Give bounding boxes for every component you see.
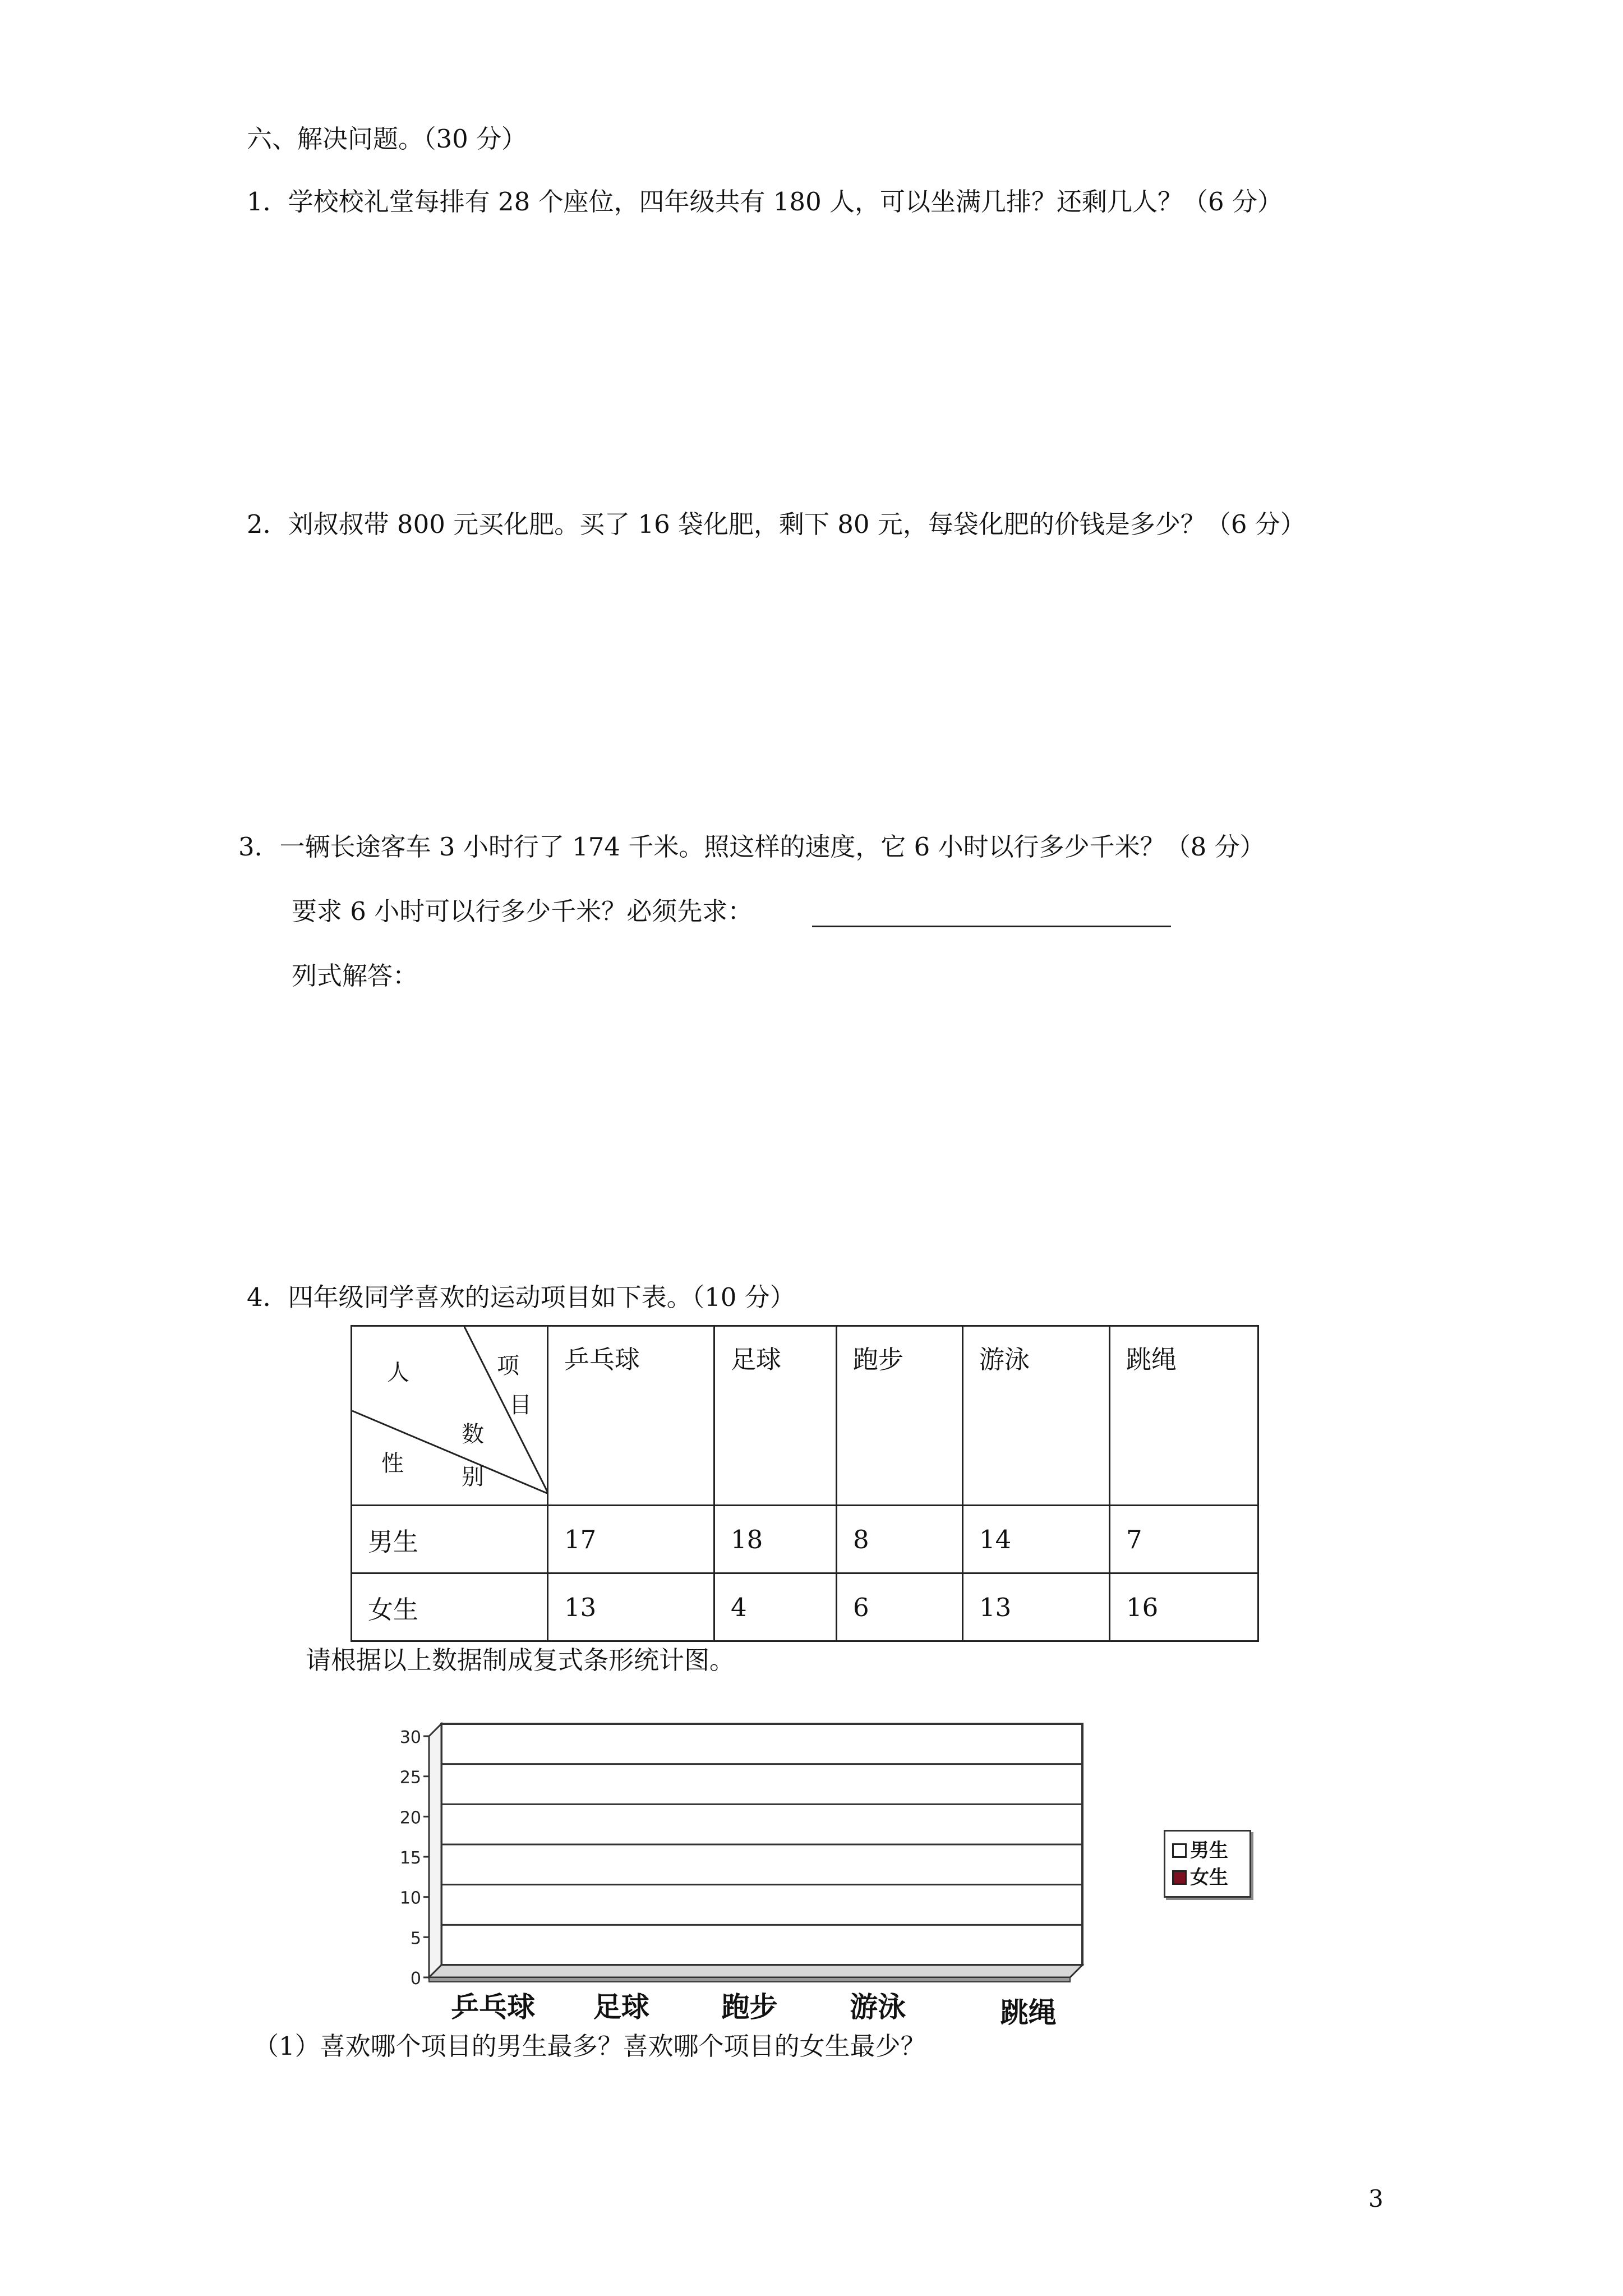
chart-category-labels <box>451 1991 1056 2029</box>
question-1: 1．学校校礼堂每排有 28 个座位，四年级共有 180 人，可以坐满几排？还剩几人？（6 分） <box>247 187 1283 217</box>
table-cell: 13 <box>548 1573 714 1641</box>
chart-category-label: 跳绳 <box>1000 1996 1057 2029</box>
table-cell: 14 <box>963 1506 1110 1573</box>
chart-category-label: 跑步 <box>721 1991 778 2023</box>
chart-y-tick-label: 25 <box>399 1768 421 1788</box>
chart-y-tick-label: 20 <box>399 1808 421 1828</box>
section-title: 六、解决问题。（30 分） <box>247 124 527 154</box>
row-label: 男生 <box>352 1506 548 1573</box>
answer-blank-line[interactable] <box>812 893 1171 927</box>
corner-label-shu: 数 <box>462 1421 484 1447</box>
table-header-corner <box>352 1326 548 1506</box>
chart-legend <box>1164 1830 1251 1898</box>
chart-category-label: 乒乓球 <box>451 1991 536 2023</box>
column-header: 足球 <box>714 1326 837 1506</box>
legend-label-girls: 女生 <box>1190 1866 1228 1889</box>
question-2: 2．刘叔叔带 800 元买化肥。买了 16 袋化肥，剩下 80 元，每袋化肥的价钱是多少？（6 分） <box>247 509 1306 539</box>
row-label: 女生 <box>352 1573 548 1641</box>
chart-category-label: 游泳 <box>850 1991 906 2023</box>
corner-label-xiang: 项 <box>497 1353 519 1379</box>
question-3-sub1: 要求 6 小时可以行多少千米？必须先求： <box>292 896 753 926</box>
column-header: 跑步 <box>837 1326 963 1506</box>
corner-label-bie: 别 <box>462 1464 484 1490</box>
blank-bar-chart <box>348 1705 1133 2031</box>
table-cell: 16 <box>1110 1573 1258 1641</box>
chart-y-tick-label: 10 <box>399 1888 421 1908</box>
chart-y-tick-labels <box>400 1728 429 1989</box>
corner-label-mu: 目 <box>509 1392 532 1418</box>
question-4: 4．四年级同学喜欢的运动项目如下表。（10 分） <box>247 1282 795 1312</box>
column-header: 跳绳 <box>1110 1326 1258 1506</box>
legend-item-boys <box>1172 1838 1228 1863</box>
question-4-sub1: （1）喜欢哪个项目的男生最多？喜欢哪个项目的女生最少？ <box>253 2031 926 2061</box>
table-cell: 4 <box>714 1573 837 1641</box>
chart-y-tick-label: 15 <box>399 1848 421 1868</box>
table-cell: 7 <box>1110 1506 1258 1573</box>
column-header: 游泳 <box>963 1326 1110 1506</box>
corner-label-xing: 性 <box>381 1451 404 1476</box>
corner-label-ren: 人 <box>387 1360 409 1386</box>
chart-side-wall <box>429 1724 441 1977</box>
chart-floor <box>429 1965 1082 1977</box>
table-cell: 8 <box>837 1506 963 1573</box>
table-row-boys <box>352 1506 1258 1573</box>
sport-preference-table <box>351 1325 1259 1642</box>
legend-item-girls <box>1172 1865 1228 1890</box>
chart-y-tick-label: 0 <box>410 1969 421 1989</box>
chart-category-label: 足球 <box>593 1991 649 2023</box>
chart-instruction: 请根据以上数据制成复式条形统计图。 <box>306 1645 735 1675</box>
question-3-sub2: 列式解答： <box>292 961 418 991</box>
column-header: 乒乓球 <box>548 1326 714 1506</box>
table-cell: 18 <box>714 1506 837 1573</box>
table-cell: 6 <box>837 1573 963 1641</box>
legend-label-boys: 男生 <box>1190 1839 1228 1862</box>
legend-swatch-girls <box>1172 1870 1187 1885</box>
table-cell: 17 <box>548 1506 714 1573</box>
chart-y-tick-label: 5 <box>410 1929 421 1949</box>
chart-y-tick-label: 30 <box>399 1728 421 1747</box>
chart-floor-edge <box>429 1977 1070 1982</box>
legend-swatch-boys <box>1172 1843 1187 1858</box>
question-3: 3．一辆长途客车 3 小时行了 174 千米。照这样的速度，它 6 小时以行多少千米？（8 分） <box>238 832 1265 862</box>
chart-frame <box>429 1724 1082 1982</box>
table-cell: 13 <box>963 1573 1110 1641</box>
table-row-girls <box>352 1573 1258 1641</box>
page-number: 3 <box>1368 2185 1384 2212</box>
